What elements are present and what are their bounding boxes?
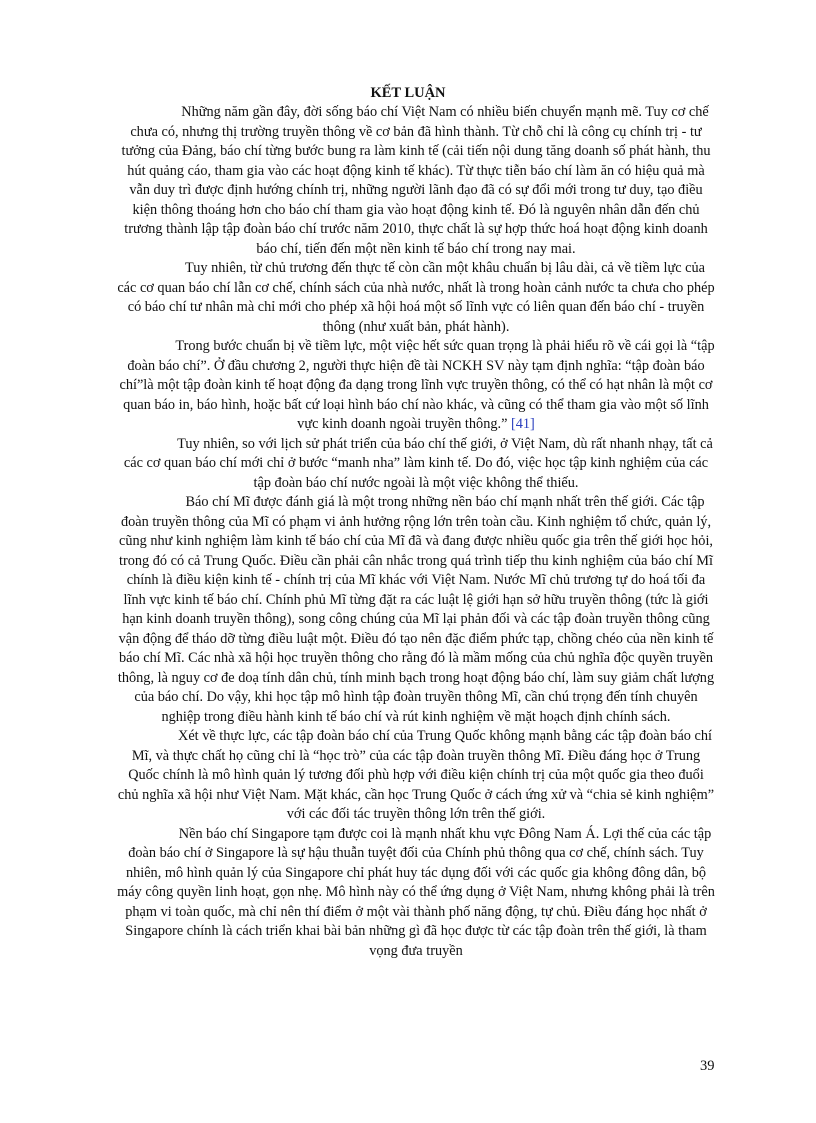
document-body	[117, 103, 715, 961]
paragraph-2: Tuy nhiên, từ chủ trương đến thực tế còn cần một khâu chuẩn bị lâu dài, cả về tiềm lực của các cơ quan báo chí lẫn cơ chế, chính sách của nhà nước, nhất là trong hoàn cảnh nước ta chưa cho phép có báo chí tư nhân mà chỉ mới cho phép xã hội hoá một số lĩnh vực có liên quan đến báo chí - truyền thông (như xuất bản, phát hành).	[117, 260, 715, 335]
citation-reference: [41]	[511, 416, 535, 432]
paragraph-4: Tuy nhiên, so với lịch sử phát triển của báo chí thế giới, ở Việt Nam, dù rất nhanh nhạy, tất cả các cơ quan báo chí mới chỉ ở bước “manh nha” làm kinh tế. Do đó, việc học tập kinh nghiệm của các tập đoàn báo chí nước ngoài là một việc không thể thiếu.	[123, 435, 713, 491]
paragraph-1: Những năm gần đây, đời sống báo chí Việt Nam có nhiều biến chuyển mạnh mẽ. Tuy cơ chế chưa có, nhưng thị trường truyền thông về cơ bản đã hình thành. Từ chỗ chỉ là công cụ chính trị - tư tưởng của Đảng, báo chí từng bước bung ra làm kinh tế (cải tiến nội dung tăng doanh số phát hành, thu hút quảng cáo, tham gia vào các hoạt động kinh tế khác). Từ thực tiễn báo chí làm ăn có hiệu quả mà vẫn duy trì được định hướng chính trị, những người lãnh đạo đã có sự đổi mới trong tư duy, tạo điều kiện thông thoáng hơn cho báo chí tham gia vào hoạt động kinh tế. Đó là nguyên nhân dẫn đến chủ trương thành lập tập đoàn báo chí trước năm 2010, thực chất là sự hợp thức hoá hoạt động kinh doanh báo chí, tiến đến một nền kinh tế báo chí trong nay mai.	[121, 104, 711, 257]
paragraph-6: Xét về thực lực, các tập đoàn báo chí của Trung Quốc không mạnh bằng các tập đoàn báo chí Mĩ, và thực chất họ cũng chỉ là “học trò” của các tập đoàn truyền thông Mĩ. Điều đáng học ở Trung Quốc chính là mô hình quản lý tương đối phù hợp với điều kiện chính trị của một quốc gia theo đuổi chủ nghĩa xã hội như Việt Nam. Mặt khác, cần học Trung Quốc ở cách ứng xử và “chia sẻ kinh nghiệm” với các đối tác truyền thông lớn trên thế giới.	[117, 728, 715, 822]
paragraph-7: Nền báo chí Singapore tạm được coi là mạnh nhất khu vực Đông Nam Á. Lợi thế của các tập đoàn báo chí ở Singapore là sự hậu thuẫn tuyệt đối của Chính phủ thông qua cơ chế, chính sách. Tuy nhiên, mô hình quản lý của Singapore chỉ phát huy tác dụng đối với các quốc gia không đông dân, bộ máy công quyền linh hoạt, gọn nhẹ. Mô hình này có thể ứng dụng ở Việt Nam, nhưng không phải là trên phạm vi toàn quốc, mà chỉ nên thí điểm ở một vài thành phố năng động, tự chủ. Điều đáng học nhất ở Singapore chính là cách triển khai bài bản những gì đã học được từ các tập đoàn trên thế giới, là tham vọng đưa truyền	[117, 825, 715, 959]
page-title: KẾT LUẬN	[370, 85, 446, 101]
paragraph-5: Báo chí Mĩ được đánh giá là một trong những nền báo chí mạnh nhất trên thế giới. Các tập đoàn truyền thông của Mĩ có phạm vi ảnh hưởng rộng lớn trên toàn cầu. Kinh nghiệm tổ chức, quản lý, cũng như kinh nghiệm làm kinh tế báo chí của Mĩ đã và đang được nhiều quốc gia trên thế giới học hỏi, trong đó có cả Trung Quốc. Điều cần phải cân nhắc trong quá trình tiếp thu kinh nghiệm của báo chí Mĩ chính là điều kiện kinh tế - chính trị của Mĩ khác với Việt Nam. Nước Mĩ chủ trương tự do hoá tối đa lĩnh vực kinh tế báo chí. Chính phủ Mĩ từng đặt ra các luật lệ giới hạn sở hữu truyền thông (tức là giới hạn kinh doanh truyền thông), song công chúng của Mĩ lại phản đối và các tập đoàn truyền thông cũng vận động để tháo dỡ từng điều luật một. Điều đó tạo nên đặc điểm phức tạp, chồng chéo của nền kinh tế báo chí Mĩ. Các nhà xã hội học truyền thông cho rằng đó là mầm mống của chủ nghĩa độc quyền truyền thông, là nguy cơ đe doạ tính dân chủ, tính minh bạch trong hoạt động báo chí, làm suy giảm chất lượng của báo chí. Do vậy, khi học tập mô hình tập đoàn truyền thông Mĩ, cần chú trọng đến tính chuyên nghiệp trong điều hành kinh tế báo chí và rút kinh nghiệm về mặt hoạch định chính sách.	[117, 494, 715, 725]
paragraph-3	[117, 337, 715, 435]
page-number: 39	[700, 1058, 715, 1074]
paragraph-3-text: Trong bước chuẩn bị về tiềm lực, một việc hết sức quan trọng là phải hiểu rõ về cái gọi là “tập đoàn báo chí”. Ở đầu chương 2, người thực hiện đề tài NCKH SV này tạm định nghĩa: “tập đoàn báo chí”là một tập đoàn kinh tế hoạt động đa dạng trong lĩnh vực truyền thông, có thể có hạt nhân là một cơ quan báo in, báo hình, hoặc bất cứ loại hình báo chí nào khác, và cũng có thể tham gia vào một số lĩnh vực kinh doanh ngoài truyền thông.”	[119, 338, 715, 432]
